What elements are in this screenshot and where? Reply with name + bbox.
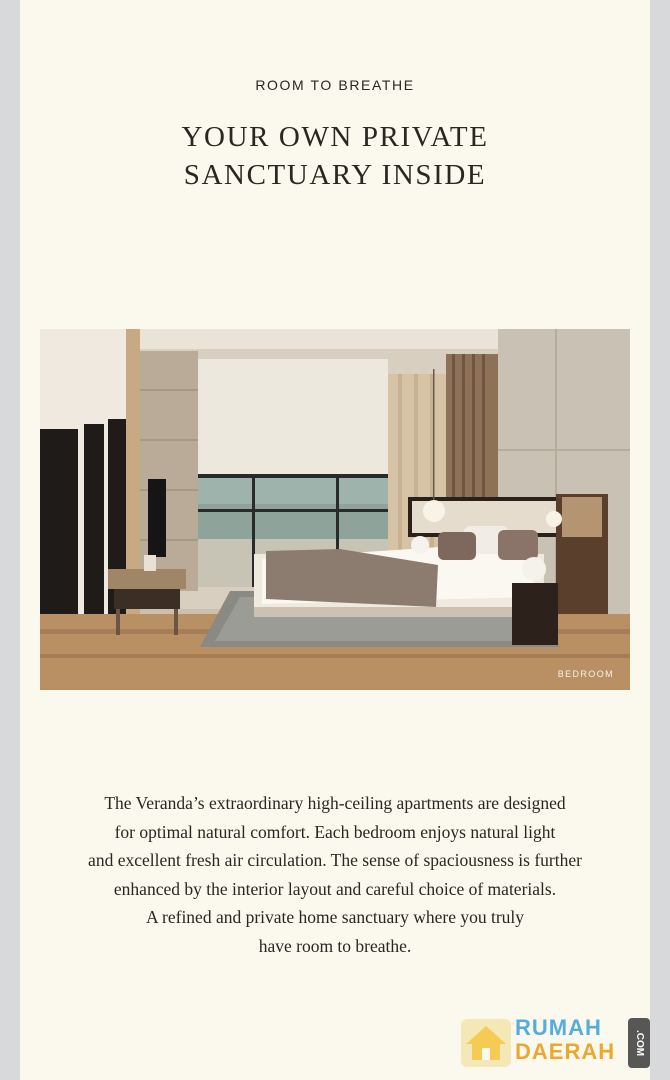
- description-line: enhanced by the interior layout and careful choice of materials.: [113, 878, 557, 899]
- section-title: [20, 118, 650, 194]
- photo-caption: BEDROOM: [557, 669, 614, 679]
- house-icon: [460, 1018, 512, 1068]
- content-page: [20, 0, 650, 1080]
- description-text: [20, 789, 650, 961]
- section-title-line: SANCTUARY INSIDE: [183, 159, 487, 191]
- watermark-line1: RUMAH: [515, 1015, 602, 1040]
- watermark-suffix: .COM: [628, 1018, 650, 1068]
- section-title-line: YOUR OWN PRIVATE: [181, 121, 489, 153]
- description-line: for optimal natural comfort. Each bedroom enjoys natural light: [114, 821, 556, 842]
- watermark-text: [515, 1016, 615, 1064]
- description-line: The Veranda’s extraordinary high-ceiling apartments are designed: [104, 793, 566, 813]
- description-line: and excellent fresh air circulation. The sense of spaciousness is further: [88, 850, 582, 871]
- watermark-line2: DAERAH: [515, 1039, 616, 1064]
- section-eyebrow: ROOM TO BREATHE: [255, 77, 415, 93]
- description-line: A refined and private home sanctuary where you truly: [145, 907, 525, 928]
- description-line: have room to breathe.: [258, 935, 412, 956]
- watermark-logo: [460, 1016, 660, 1072]
- bedroom-illustration: [40, 329, 630, 690]
- bedroom-photo: [40, 329, 630, 690]
